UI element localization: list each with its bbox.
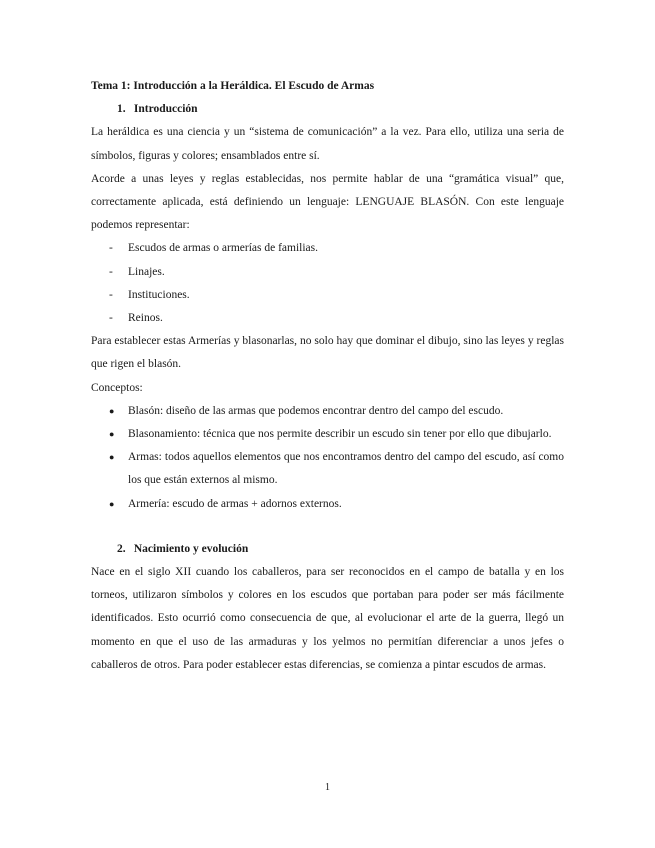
list-item (91, 423, 564, 446)
section-2-paragraph-1: Nace en el siglo XII cuando los caballeros, para ser reconocidos en el campo de batalla y en los torneos, utilizaron símbolos y colores en los escudos que portaban para poder ser más fácilmente identificados. Esto ocurrió como consecuencia de que, al evolucionar el arte de la guerra, llegó un momento en que el uso de las armaduras y los yelmos no permitían diferenciar a unos jefes o caballeros de otros. Para poder establecer estas diferencias, se comienza a pintar escudos de armas. (91, 566, 564, 671)
list-item (91, 284, 564, 307)
list-item-text: Blasonamiento: técnica que nos permite describir un escudo sin tener por ello que dibujarlo. (128, 428, 552, 441)
page-number: 1 (325, 782, 330, 793)
section-1-heading (91, 98, 564, 121)
section-2-heading (91, 538, 564, 561)
list-item-text: Linajes. (128, 265, 165, 278)
list-item (91, 446, 564, 492)
bullet-icon: ● (109, 405, 115, 416)
bullet-icon: ● (109, 452, 115, 463)
bullet-icon: ● (109, 429, 115, 440)
list-item (91, 400, 564, 423)
represent-list (91, 237, 564, 330)
section-2-number: 2. (117, 542, 126, 555)
dash-marker: - (109, 312, 113, 325)
list-item-text: Blasón: diseño de las armas que podemos encontrar dentro del campo del escudo. (128, 404, 504, 417)
list-item-text: Escudos de armas o armerías de familias. (128, 242, 319, 255)
section-1-paragraph-1: La heráldica es una ciencia y un “sistema de comunicación” a la vez. Para ello, utiliza una seria de símbolos, figuras y colores; ensamblados entre sí. (91, 126, 564, 162)
section-2-heading-text: Nacimiento y evolución (133, 542, 249, 555)
list-item (91, 493, 564, 516)
dash-marker: - (109, 288, 113, 301)
list-item-text: Instituciones. (128, 288, 190, 301)
section-1-paragraph-2: Acorde a unas leyes y reglas establecidas, nos permite hablar de una “gramática visual” que, correctamente aplicada, está definiendo un lenguaje: LENGUAJE BLASÓN. Con este lenguaje podemos representar: (91, 172, 564, 232)
section-1-number: 1. (117, 103, 126, 116)
concepts-label: Conceptos: (91, 381, 143, 394)
dash-marker: - (109, 242, 113, 255)
list-item (91, 237, 564, 260)
document-title: Tema 1: Introducción a la Heráldica. El Escudo de Armas (91, 80, 375, 92)
bullet-icon: ● (109, 498, 115, 509)
list-item-text: Reinos. (128, 312, 163, 325)
section-spacer (91, 516, 564, 538)
list-item-text: Armería: escudo de armas + adornos externos. (128, 497, 342, 510)
concepts-list (91, 400, 564, 516)
list-item (91, 307, 564, 330)
dash-marker: - (109, 265, 113, 278)
section-1-heading-text: Introducción (133, 103, 198, 116)
list-item-text: Armas: todos aquellos elementos que nos encontramos dentro del campo del escudo, así como los que están externos al mismo. (128, 451, 564, 487)
section-1-paragraph-3: Para establecer estas Armerías y blasonarlas, no solo hay que dominar el dibujo, sino las leyes y reglas que rigen el blasón. (91, 335, 564, 371)
document-body (91, 75, 564, 677)
list-item (91, 261, 564, 284)
